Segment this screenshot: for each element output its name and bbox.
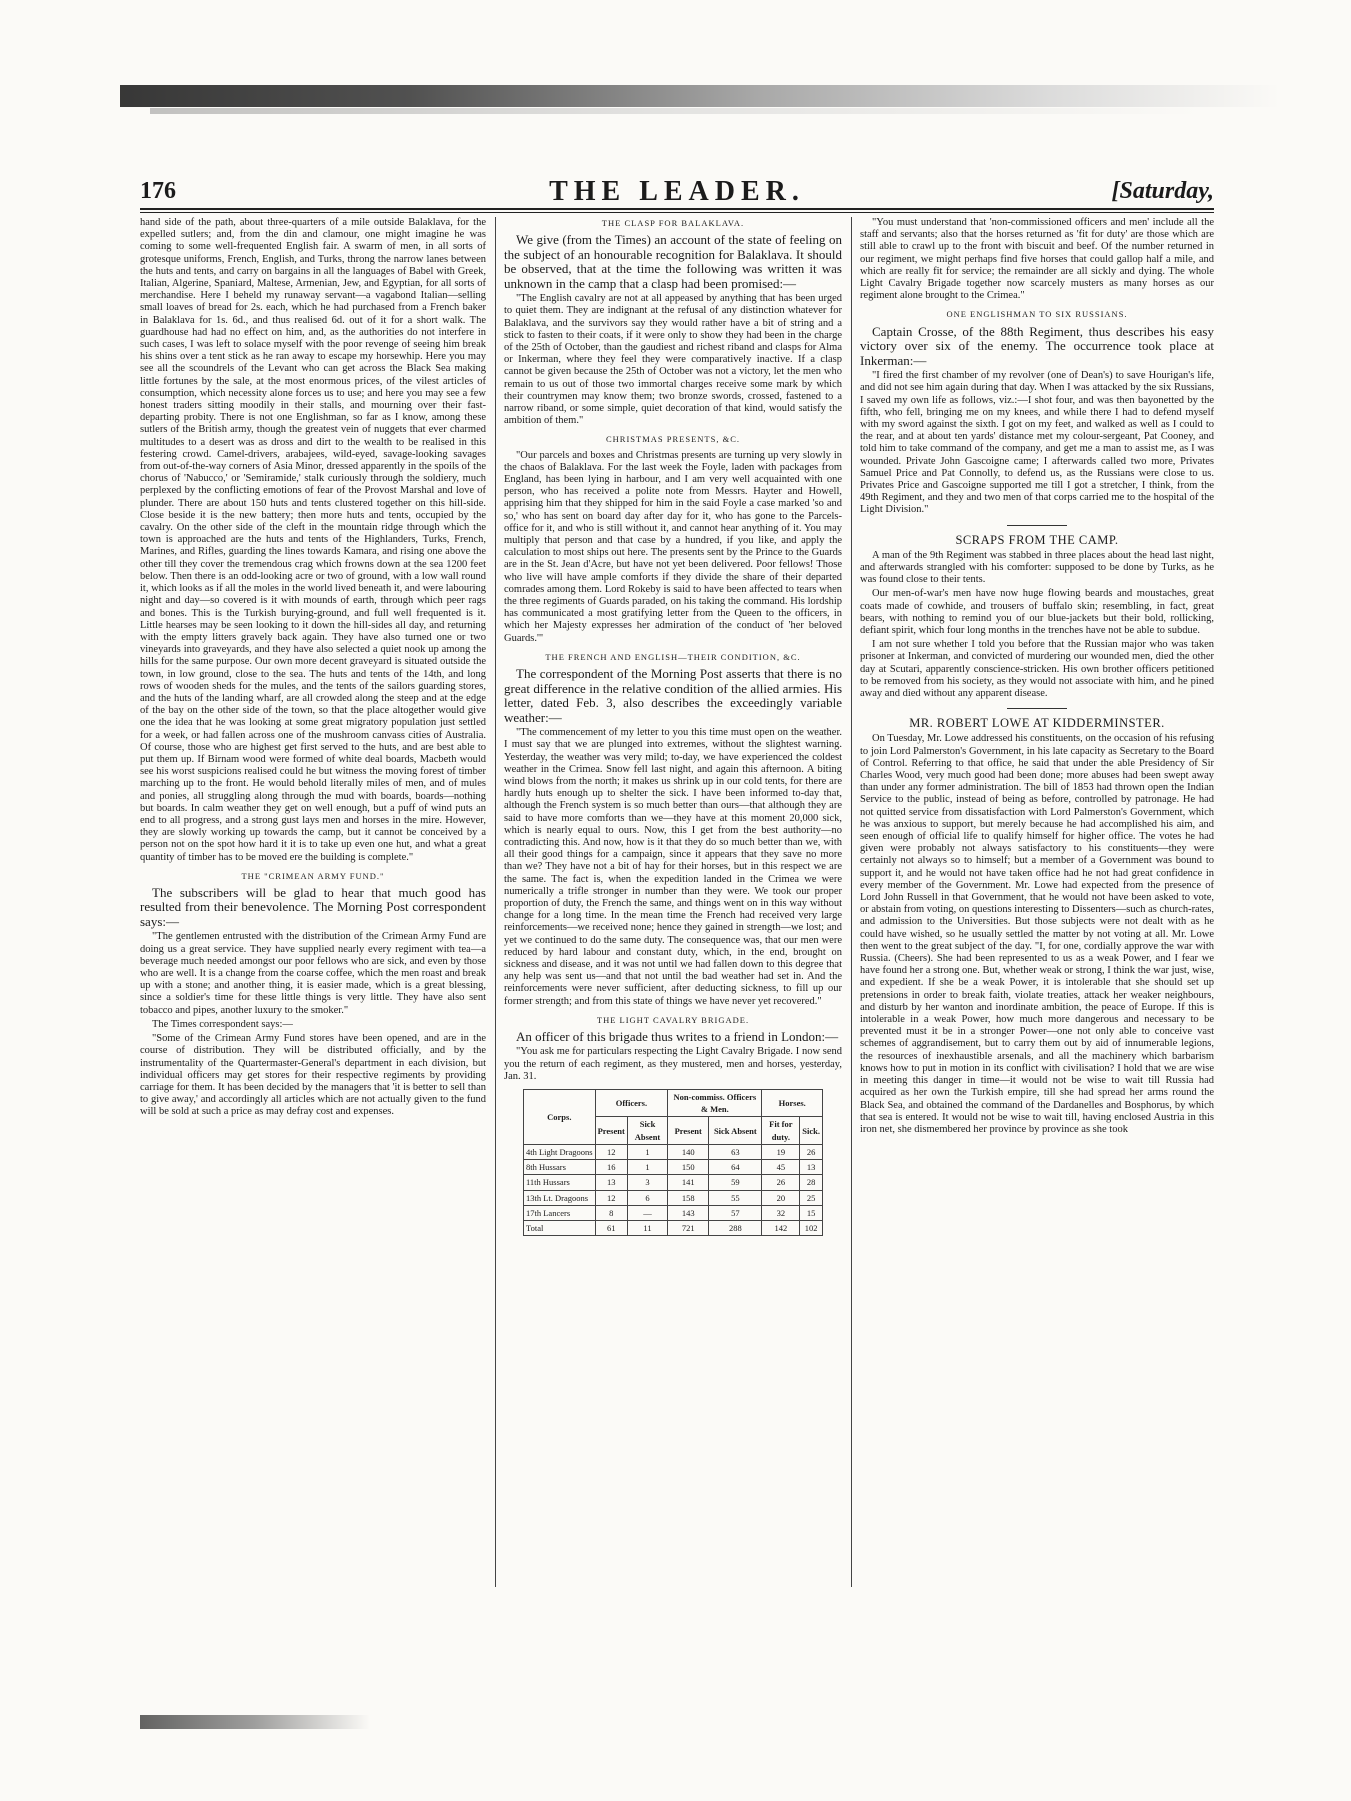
table-header-horses: Horses. [762, 1090, 823, 1117]
table-subheader-fit: Fit for duty. [762, 1117, 800, 1144]
table-subheader-sick-absent: Sick Absent [709, 1117, 762, 1144]
article-paragraph: "The commencement of my letter to you this time must open on the weather. I must say that we are plunged into extremes, without the slightest warning. Yesterday, the weather was very mild; to-day, we have experienced the coldest weather in the Crimea. Snow fell last night, and again this afternoon. A biting wind blows from the north; it makes us shrink up in our cold tents, for there are hardly huts enough up to shelter the sick. I have been informed to-day that, although the French system is so much better than ours—that although they are said to have more comforts than we—they have at this moment 20,000 sick, which is nearly equal to ours. Now, this I get from the best authority—no contradicting this. And now, how is it that they do so much better than we, with all their good things for a campaign, since it appears that they save no more than we? They have not a bit of hay for their horses, but in this respect we are the same. The fact is, when the expedition landed in the Crimea we were numerically a trifle stronger in number than they were. We took our proper proportion of duty, the French the same, and things went on in this way without change for a long time. In the mean time the French had received very large reinforcements—we received none; hence they gained in strength—we lost; and yet we continued to do the same duty. The consequence was, that our men were reduced by hard labour and constant duty, which, in the end, brought on sickness and disease, and it was not until we had fallen down to this degree that any help was sent us—and that not until the bad weather had set in. And the reinforcements were never sufficient, after deducting sickness, to fill up our former strength; and from this state of things we have never yet recovered." [504, 727, 842, 1007]
table-row-total [524, 1220, 823, 1235]
section-heading-robert-lowe: MR. ROBERT LOWE AT KIDDERMINSTER. [909, 716, 1165, 731]
table-cell: 15 [800, 1205, 823, 1220]
table-cell: 102 [800, 1220, 823, 1235]
section-heading-french-english: THE FRENCH AND ENGLISH—THEIR CONDITION, &C. [545, 651, 801, 662]
column-3 [860, 217, 1214, 1592]
article-paragraph: "You ask me for particulars respecting the Light Cavalry Brigade. I now send you the return of each regiment, as they mustered, men and horses, yesterday, Jan. 31. [504, 1046, 842, 1082]
section-heading-light-cavalry: THE LIGHT CAVALRY BRIGADE. [596, 1014, 750, 1025]
table-subheader-sick-absent: Sick Absent [627, 1117, 667, 1144]
table-cell: 11 [627, 1220, 667, 1235]
table-cell: 45 [762, 1160, 800, 1175]
table-row [524, 1160, 823, 1175]
table-cell: 12 [595, 1190, 627, 1205]
table-cell: 142 [762, 1220, 800, 1235]
cavalry-return-table [523, 1089, 823, 1236]
section-heading-christmas-presents: CHRISTMAS PRESENTS, &C. [606, 434, 740, 445]
table-cell: 28 [800, 1175, 823, 1190]
article-paragraph: We give (from the Times) an account of the state of feeling on the subject of an honourable recognition for Balaklava. It should be observed, that at the time the following was written it was unknown in the camp that a clasp had been promised:— [504, 232, 842, 291]
table-cell: 8 [595, 1205, 627, 1220]
table-cell: 61 [595, 1220, 627, 1235]
table-cell: 150 [668, 1160, 709, 1175]
table-cell: 32 [762, 1205, 800, 1220]
article-paragraph: "The gentlemen entrusted with the distribution of the Crimean Army Fund are doing us a great service. They have supplied nearly every regiment with tea—a beverage much needed amongst our poor fellows who are sick, and even by those who are well. It is a change from the coarse coffee, which the men roast and break up with a stone; and another thing, it is easier made, which is a great blessing, since a soldier's time for these little things is very little. They have also sent tobacco and pipes, another luxury to the smoker." [140, 931, 486, 1016]
table-subheader-sick: Sick. [800, 1117, 823, 1144]
section-heading-scraps-camp: SCRAPS FROM THE CAMP. [955, 532, 1119, 547]
table-cell: 141 [668, 1175, 709, 1190]
table-cell: 26 [762, 1175, 800, 1190]
article-paragraph: On Tuesday, Mr. Lowe addressed his constituents, on the occasion of his refusing to join Lord Palmerston's Government, in his late capacity as Secretary to the Board of Control. Referring to that office, he said that under the able Presidency of Sir Charles Wood, very much good had been done; more abuses had been swept away than under any former administration. The bill of 1853 had thrown open the Indian Service to the public, instead of being as before, controlled by patronage. He had not quitted service from dissatisfaction with Lord Palmerston's Government, which he was anxious to support, but merely because he had accomplished his aim, and seen enough of official life to qualify himself for higher office. The votes he had given were probably not always satisfactory to his constituents—they were certainly not always so to himself; but a member of a Government was bound to support it, and he would not have taken office had he not had great confidence in every member of the Government. Mr. Lowe had expected from the presence of Lord John Russell in that Government, that he would not have been asked to vote, or abstain from voting, on questions interesting to Dissenters—such as church-rates, and admission to the Universities. But those subjects were not dealt with as he could have wished, so he usually settled the matter by not voting at all. Mr. Lowe then went to the great subject of the day. "I, for one, cordially approve the war with Russia. (Cheers). She had been represented to us as a weak Power, and I fear we have found her a strong one. But, whether weak or strong, I think the war just, wise, and expedient. If she be a weak Power, it is intolerable that she should set up pretensions in order to break faith, violate treaties, attack her weaker neighbours, and disturb by her wanton and inordinate ambition, the peace of Europe. If this is intolerable in a weak Power, how much more dangerous and necessary to be prevented must it be in a stronger Power—one not only able to conceive vast schemes of aggrandisement, but to carry them out by aid of innumerable legions, the resources of inexhaustible arsenals, and all the machinery which barbarism knows how to put in motion in its conflict with civilisation? I hold that we are wise in meeting this danger in time—it would not be wise to wait till Russia had acquired as her own the Turkish empire, till she had spread her arms round the Black Sea, and obtained the command of the Dardanelles and Bosphorus, by which that sea is entered. It would not be wise to wait till, having enclosed Austria in this iron net, she dismembered her province by province as she took [860, 733, 1214, 1135]
table-cell: 13 [800, 1160, 823, 1175]
section-separator [1007, 708, 1067, 709]
table-header-officers: Officers. [595, 1090, 668, 1117]
table-row [524, 1205, 823, 1220]
article-paragraph: Our men-of-war's men have now huge flowing beards and moustaches, great coats made of cowhide, and trousers of buffalo skin; resembling, in fact, great bears, with nothing to remind you of our blue-jackets but their bold, rollicking, defiant spirit, which four long months in the trenches have not be able to subdue. [860, 588, 1214, 636]
table-cell: 55 [709, 1190, 762, 1205]
table-header-corps: Corps. [524, 1090, 596, 1145]
table-cell: 1 [627, 1144, 667, 1159]
table-cell: 288 [709, 1220, 762, 1235]
table-cell: 8th Hussars [524, 1160, 596, 1175]
article-paragraph: The subscribers will be glad to hear that much good has resulted from their benevolence. The Morning Post correspondent says:— [140, 884, 486, 929]
scan-artifact-top-faint [150, 108, 1200, 114]
article-paragraph: hand side of the path, about three-quarters of a mile outside Balaklava, for the expelled sutlers; and, from the din and clamour, one might imagine he was coming to some well-frequented English fair. A swarm of men, in all sorts of grotesque uniforms, French, English, and Turks, throng the narrow lanes between the huts and tents, and carry on bargains in all the languages of Babel with Greek, Italian, Algerine, Spaniard, Maltese, Armenian, Jew, and Egyptian, for all sorts of merchandise. Here I beheld my runaway servant—a vagabond Italian—selling small loaves of bread for 2s. each, which he had purchased from a French baker in Balaklava for 1s. 6d., and thus realised 6d. out of it for a short walk. The guardhouse had had no effect on him, and, as the authorities do not interfere in such cases, I was left to solace myself with the poor revenge of seeing him break his shins over a tent stick as he ran away to escape my horsewhip. Here you may see all the scoundrels of the Levant who can get across the Black Sea making little fortunes by the sale, at the most enormous prices, of the vilest articles of consumption, which necessity alone forces us to use; and here you may see a few honest traders sitting moodily in their stalls, and mourning over their fast-departing probity. There is not one Englishman, so far as I know, among these sutlers of the British army, though the greatest vein of nuggets that ever charmed multitudes to a desert was as dross and dirt to the wealth to be realised in this festering crowd. Camel-drivers, arabajees, wild-eyed, savage-looking savages from out-of-the-way corners of Asia Minor, dressed apparently in the spoils of the chorus of 'Nabucco,' or 'Semiramide,' stalk curiously through the soldiery, much perplexed by the conflicting emotions of fear of the Provost Marshal and love of plunder. There are about 150 huts and tents clustered together on this hill-side. Close beside it is the new battery; then more huts and tents, occupied by the cavalry. On the other side of the cleft in the mountain ridge through which the town is approached are the huts and tents of the Highlanders, Turks, French, Marines, and Rifles, guarding the lines towards Kamara, and rising one above the other till they cover the tremendous crag which frowns down at the sea 1200 feet below. Then there is an odd-looking acre or two of ground, with a low wall round it, which looks as if all the moles in the world lived beneath it, and were labouring night and day—so covered is it with mounds of earth, through which peer rags and bones. This is the Turkish burying-ground, and full well frequented is it. Little hearses may be seen looking to it down the hill-sides all day, and returning with the empty litters gravely back again. They have also turned one or two vineyards into graveyards, and they have also selected a quiet nook up among the hills for the same purpose. Our own more decent graveyard is situated outside the town, in low ground, close to the sea. The huts and tents of the 14th, and long rows of wooden sheds for the mules, and the tents of the sailors guarding stores, and the huts of the landing wharf, are all crowded along the steep and at the edge of the bay on the other side of the town, so that the place altogether would give one the idea that he was looking at some great migratory population just settled for a week, or had fallen across one of the mushroom canvass cities of Australia. Of course, those who are highest get first served to the huts, and are best able to put them up. If Birnam wood were formed of white deal boards, Macbeth would see his worst suspicions realised could he but witness the moving forest of timber marching up to the front. He would behold literally miles of men, and of mules and ponies, all struggling along through the mud with boards, boards—nothing but boards. In calm weather they get on well enough, but a puff of wind puts an end to all progress, and a strong gust lays men and horses in the mire. However, they are slowly working up towards the camp, but it cannot be conceived by a person not on the spot how hard it it is to take up even one hut, and what a great quantity of timber has to be moved ere the building is complete." [140, 217, 486, 863]
table-cell: 19 [762, 1144, 800, 1159]
column-1 [140, 217, 486, 1592]
table-cell: 20 [762, 1190, 800, 1205]
article-paragraph: "Some of the Crimean Army Fund stores have been opened, and are in the course of distribution. They will be distributed officially, and by the instrumentality of the Quartermaster-General's department in each division, but individual officers may get stores for their respective regiments by providing carriage for them. It has been decided by the managers that 'it is better to sell than to give away,' and accordingly all articles which are not actually given to the fund will be sold at such a price as may defray cost and expenses. [140, 1033, 486, 1118]
header-rule-thick [140, 208, 1214, 210]
scan-artifact-top [120, 85, 1280, 107]
article-paragraph: "You must understand that 'non-commissioned officers and men' include all the staff and servants; also that the horses returned as 'fit for duty' are those which are still able to crawl up to the front with biscuit and beef. Of the number returned in our regiment, we might perhaps find five horses that could gallop half a mile, and which are really fit for service; the remainder are all sickly and dying. The whole Light Cavalry Brigade together now scarcely musters as many horses as our regiment alone brought to the Crimea." [860, 217, 1214, 302]
table-row [524, 1144, 823, 1159]
table-cell: 3 [627, 1175, 667, 1190]
table-cell: 4th Light Dragoons [524, 1144, 596, 1159]
article-paragraph: A man of the 9th Regiment was stabbed in three places about the head last night, and afterwards strangled with his comforter: supposed to be done by Turks, as he was found close to their tents. [860, 549, 1214, 586]
table-cell: Total [524, 1220, 596, 1235]
column-divider-1 [495, 217, 496, 1587]
page-header [140, 176, 1214, 206]
table-cell: 57 [709, 1205, 762, 1220]
table-header-nco: Non-commiss. Officers & Men. [668, 1090, 762, 1117]
article-paragraph: The Times correspondent says:— [152, 1018, 293, 1030]
section-heading-one-englishman: ONE ENGLISHMAN TO SIX RUSSIANS. [946, 309, 1128, 320]
masthead-title: THE LEADER. [549, 176, 805, 207]
table-cell: 16 [595, 1160, 627, 1175]
table-cell: 25 [800, 1190, 823, 1205]
table-cell: 63 [709, 1144, 762, 1159]
table-cell: 158 [668, 1190, 709, 1205]
table-row [524, 1175, 823, 1190]
column-divider-2 [851, 217, 852, 1587]
table-cell: 12 [595, 1144, 627, 1159]
table-cell: 11th Hussars [524, 1175, 596, 1190]
table-cell: 13th Lt. Dragoons [524, 1190, 596, 1205]
table-cell: 721 [668, 1220, 709, 1235]
article-paragraph: An officer of this brigade thus writes to a friend in London:— [516, 1028, 839, 1044]
column-2 [504, 217, 842, 1592]
table-subheader-present: Present [668, 1117, 709, 1144]
scan-artifact-bottom [140, 1715, 370, 1729]
section-heading-crimean-army-fund: THE "CRIMEAN ARMY FUND." [241, 870, 385, 881]
page-number: 176 [140, 178, 176, 204]
table-cell: 26 [800, 1144, 823, 1159]
article-paragraph: "I fired the first chamber of my revolver (one of Dean's) to save Hourigan's life, and did not see him again during that day. When I was attacked by the six Russians, I saved my own life as follows, viz.:—I shot four, and was then bayonetted by the fifth, who fell, bringing me on my knees, and while there I had to defend myself with my sword against the sixth. I got on my feet, and walked as well as I could to the rear, and at about ten yards' distance met my colour-sergeant, Pat Cooney, and told him to take command of the company, and get me a man to assist me, as I was wounded. Private John Gascoigne came; I afterwards called two more, Privates Samuel Price and Pat Connolly, to defend us, as the Russians were close to us. Privates Price and Gascoigne supported me till I got a stretcher, I think, from the 49th Regiment, and they and two men of that corps carried me to the hospital of the Light Division." [860, 370, 1214, 516]
table-cell: 64 [709, 1160, 762, 1175]
section-heading-clasp-balaklava: THE CLASP FOR BALAKLAVA. [601, 218, 745, 228]
table-cell: 59 [709, 1175, 762, 1190]
table-cell: 17th Lancers [524, 1205, 596, 1220]
table-cell: 140 [668, 1144, 709, 1159]
article-paragraph: "The English cavalry are not at all appeased by anything that has been urged to quiet them. They are indignant at the refusal of any distinction whatever for Balaklava, and the survivors say they would rather have a bit of string and a stick to fasten to their coats, if it were only to show they had been in the charge of the 25th of October, than the gaudiest and richest riband and clasps for Alma or Inkerman, where they feel they were comparatively inactive. If a clasp cannot be given because the 25th of October was not a victory, let the men who remain to us out of those two immortal charges receive some mark by which their countrymen may know them; two bronze swords, crossed, fastened to a narrow riband, or some simple, quiet decoration of that kind, would satisfy the ambition of them." [504, 293, 842, 427]
article-paragraph: I am not sure whether I told you before that the Russian major who was taken prisoner at Inkerman, and convicted of murdering our wounded men, died the other day at Scutari, apparently conscience-stricken. His own brother officers petitioned to be removed from his society, as they would not associate with him, and he pined away and died without any apparent disease. [860, 639, 1214, 699]
article-paragraph: The correspondent of the Morning Post asserts that there is no great difference in the relative condition of the allied armies. His letter, dated Feb. 3, also describes the exceedingly variable weather:— [504, 666, 842, 725]
section-separator [1007, 525, 1067, 526]
table-cell: 1 [627, 1160, 667, 1175]
table-cell: 6 [627, 1190, 667, 1205]
dateline: [Saturday, [1111, 178, 1214, 204]
table-cell: 143 [668, 1205, 709, 1220]
header-rule-thin [140, 212, 1214, 213]
article-paragraph: Captain Crosse, of the 88th Regiment, thus describes his easy victory over six of the enemy. The occurrence took place at Inkerman:— [860, 323, 1214, 368]
table-row [524, 1190, 823, 1205]
table-cell: — [627, 1205, 667, 1220]
table-subheader-present: Present [595, 1117, 627, 1144]
article-paragraph: "Our parcels and boxes and Christmas presents are turning up very slowly in the chaos of Balaklava. For the last week the Foyle, laden with packages from England, has been lying in harbour, and I am very well acquainted with one person, who has received a polite note from Messrs. Hayter and Howell, apprising him that they shipped for him in the said Foyle a case marked 'so and so,' who has sent on board day after day for it, who has gone to the Parcels-office for it, and who is still without it, and cannot hear anything of it. You may multiply that person and that case by a hundred, if you like, and apply the calculation to most ships out here. The presents sent by the Prince to the Guards are in the St. Jean d'Acre, but have not yet been delivered. Poor fellows! Those who live will have ample comforts if they divide the share of their departed comrades among them. Lord Rokeby is said to have been affected to tears when the three regiments of Guards paraded, on his taking the command. His lordship has communicated a most gratifying letter from the Queen to the officers, in which her Majesty expresses her admiration of the conduct of 'her beloved Guards.'" [504, 449, 842, 644]
table-cell: 13 [595, 1175, 627, 1190]
